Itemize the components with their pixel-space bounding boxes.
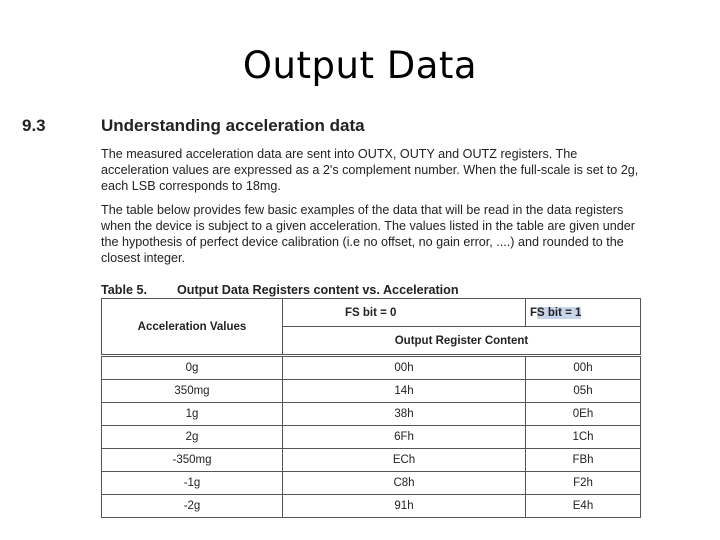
table-row <box>102 472 641 495</box>
cell-fs0: 00h <box>283 356 526 380</box>
cell-acceleration: -1g <box>102 472 283 495</box>
output-data-table <box>101 298 641 518</box>
table-caption-number: Table 5. <box>101 283 147 297</box>
header-acceleration-values: Acceleration Values <box>102 299 283 356</box>
cell-fs0: 6Fh <box>283 426 526 449</box>
text-selection-highlight: S bit = 1 <box>537 306 582 319</box>
cell-fs1: F2h <box>526 472 641 495</box>
cell-fs0: 91h <box>283 495 526 518</box>
section-heading: Understanding acceleration data <box>101 116 365 135</box>
cell-acceleration: 0g <box>102 356 283 380</box>
table-row <box>102 356 641 380</box>
cell-acceleration: -350mg <box>102 449 283 472</box>
cell-acceleration: -2g <box>102 495 283 518</box>
cell-acceleration: 2g <box>102 426 283 449</box>
cell-fs0: 38h <box>283 403 526 426</box>
cell-fs1: 1Ch <box>526 426 641 449</box>
cell-fs1: FBh <box>526 449 641 472</box>
table-row <box>102 403 641 426</box>
cell-fs0: 14h <box>283 380 526 403</box>
cell-fs0: ECh <box>283 449 526 472</box>
table-caption <box>101 283 459 297</box>
paragraph-table-description: The table below provides few basic examples of the data that will be read in the data registers when the device is subject to a given acceleration. The values listed in the table are given under the hypothesis of perfect device calibration (i.e no offset, no gain error, ....) and rounded to the closest integer. <box>101 203 635 265</box>
slide-title: Output Data <box>242 44 478 87</box>
section-number: 9.3 <box>22 116 46 135</box>
header-output-register-content: Output Register Content <box>283 327 641 356</box>
cell-fs0: C8h <box>283 472 526 495</box>
header-fs-bit-0: FS bit = 0 <box>283 299 526 327</box>
table-row <box>102 449 641 472</box>
table-row <box>102 495 641 518</box>
paragraph-register-description: The measured acceleration data are sent into OUTX, OUTY and OUTZ registers. The acceleration values are expressed as a 2's complement number. When the full-scale is set to 2g, each LSB corresponds to 18mg. <box>101 147 639 193</box>
cell-acceleration: 350mg <box>102 380 283 403</box>
table-caption-title: Output Data Registers content vs. Acceleration <box>177 283 459 297</box>
header-fs-bit-1 <box>526 299 641 327</box>
header-fs-bit-1-prefix: F <box>530 306 538 319</box>
cell-fs1: 00h <box>526 356 641 380</box>
cell-acceleration: 1g <box>102 403 283 426</box>
cell-fs1: 0Eh <box>526 403 641 426</box>
table-row <box>102 426 641 449</box>
table-row <box>102 380 641 403</box>
cell-fs1: E4h <box>526 495 641 518</box>
cell-fs1: 05h <box>526 380 641 403</box>
